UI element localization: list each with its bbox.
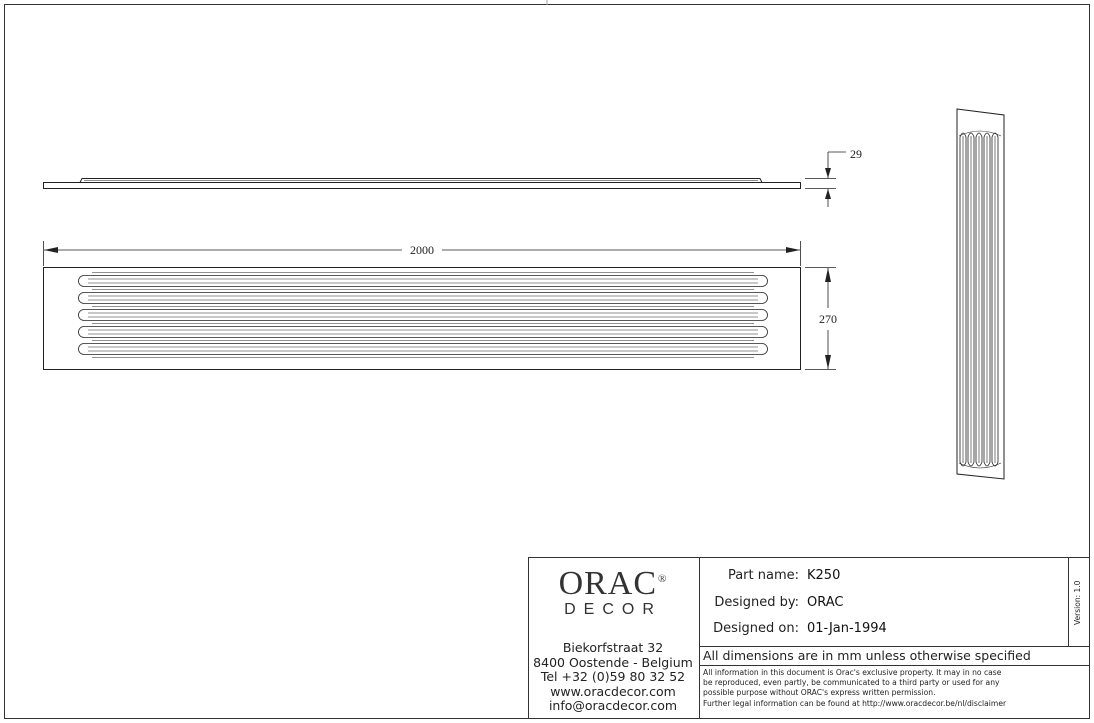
registered-mark: ®: [658, 572, 668, 585]
legal-line: possible purpose without ORAC's express written permission.: [703, 688, 936, 698]
side-view: [44, 179, 801, 189]
company-block: [528, 557, 699, 718]
phone-line: Tel +32 (0)59 80 32 52: [540, 669, 686, 684]
orac-logo: [528, 565, 698, 603]
website-line: www.oracdecor.com: [550, 683, 676, 699]
logo-main-text: ORAC: [558, 565, 658, 602]
flute-channel: [79, 344, 768, 355]
length-label: 2000: [410, 243, 434, 257]
isometric-view: [957, 109, 1004, 479]
thickness-label: 29: [850, 147, 862, 161]
company-address: [528, 641, 698, 714]
designed-on-value: 01-Jan-1994: [807, 621, 887, 636]
address-line: Biekorfstraat 32: [562, 640, 664, 655]
version-label: Version: 1.0: [1073, 580, 1082, 625]
front-view-flutes: [79, 273, 768, 358]
title-block: [528, 557, 1088, 717]
units-note: All dimensions are in mm unless otherwise specified: [703, 648, 1031, 663]
thickness-dimension: [805, 152, 846, 207]
designed-by-label: Designed by:: [714, 595, 799, 610]
legal-line: Further legal information can be found at http://www.oracdecor.be/nl/disclaimer: [703, 698, 1007, 708]
flute-channel: [79, 327, 768, 338]
email-line: info@oracdecor.com: [548, 698, 678, 713]
part-name-label: Part name:: [727, 568, 799, 583]
legal-notice: [703, 668, 1006, 709]
legal-line: be reproduced, even partly, be communicated to a third party or used for any: [703, 678, 1000, 688]
part-name-value: K250: [807, 568, 841, 583]
flute-channel: [79, 293, 768, 304]
flute-channel: [79, 310, 768, 321]
designed-by-value: ORAC: [807, 595, 844, 610]
address-line: 8400 Oostende - Belgium: [533, 654, 693, 670]
flute-channel: [79, 276, 768, 287]
logo-subtitle: DECOR: [564, 601, 662, 618]
width-label: 270: [819, 312, 837, 326]
legal-line: All information in this document is Orac's exclusive property. It may in no case: [703, 668, 1002, 677]
designed-on-label: Designed on:: [713, 621, 799, 636]
